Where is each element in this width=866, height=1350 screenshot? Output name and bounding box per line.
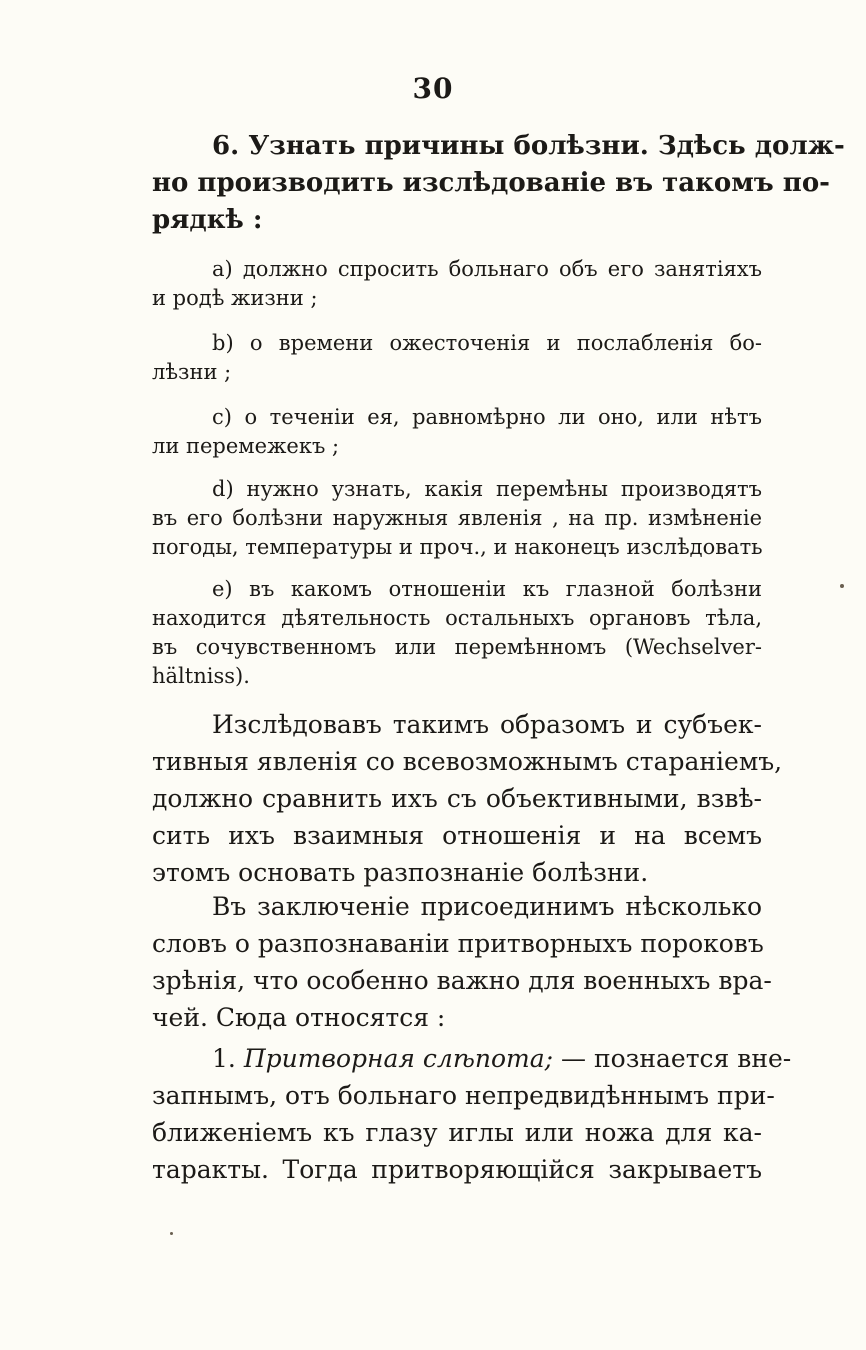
list-item-d	[152, 475, 762, 562]
text-line: ли перемежекъ ;	[152, 434, 340, 458]
text-line	[152, 1040, 792, 1077]
text-line: е) въ какомъ отношеніи къ глазной болѣзни	[212, 577, 762, 601]
list-item-e	[152, 575, 762, 691]
item-number: 1.	[212, 1044, 236, 1073]
text-line: должно сравнить ихъ съ объективными, взвѣ-	[152, 784, 762, 813]
text-line: таракты. Тогда притворяющійся закрываетъ	[152, 1155, 762, 1184]
list-item-c	[152, 403, 762, 461]
text-line: ближеніемъ къ глазу иглы или ножа для ка-	[152, 1118, 762, 1147]
list-item-b	[152, 329, 762, 387]
text-line: словъ о разпознаваніи притворныхъ пороковъ	[152, 929, 764, 958]
text-line: hältniss).	[152, 664, 250, 688]
paragraph-research	[152, 706, 783, 891]
text-line: d) нужно узнать, какія перемѣны производятъ	[212, 477, 762, 501]
paragraph-conclusion	[152, 888, 772, 1036]
italic-term: Притворная слѣпота;	[243, 1044, 554, 1073]
text-line: Изслѣдовавъ такимъ образомъ и субъек-	[212, 710, 762, 739]
text-line: въ его болѣзни наружныя явленія , на пр. измѣненіе	[152, 506, 762, 530]
paragraph-feigned-blindness	[152, 1040, 792, 1188]
text-line: лѣзни ;	[152, 360, 232, 384]
text-line: Въ заключеніе присоединимъ нѣсколько	[212, 892, 762, 921]
text-line: этомъ основать разпознаніе болѣзни.	[152, 858, 649, 887]
text-line: тивныя явленія со всевозможнымъ стараніемъ,	[152, 747, 783, 776]
text-line: рядкѣ :	[152, 205, 263, 235]
text-line: зрѣнія, что особенно важно для военныхъ вра-	[152, 966, 772, 995]
section-6-heading-paragraph	[152, 128, 845, 239]
text-fragment: — познается вне-	[561, 1044, 792, 1073]
text-line: с) о теченіи ея, равномѣрно ли оно, или нѣтъ	[212, 405, 762, 429]
scan-speck	[170, 1232, 173, 1235]
text-line: но производить изслѣдованіе въ такомъ по-	[152, 168, 830, 198]
text-line: b) о времени ожесточенія и послабленія бо-	[212, 331, 762, 355]
scan-speck	[840, 584, 844, 588]
text-line: въ сочувственномъ или перемѣнномъ (Wechselver-	[152, 635, 762, 659]
list-item-a	[152, 255, 762, 313]
text-line: сить ихъ взаимныя отношенія и на всемъ	[152, 821, 762, 850]
text-line: погоды, температуры и проч., и наконецъ изслѣдовать	[152, 535, 763, 559]
text-line: и родѣ жизни ;	[152, 286, 318, 310]
page-number: 30	[412, 72, 454, 105]
text-line: чей. Сюда относятся :	[152, 1003, 446, 1032]
text-line: 6. Узнать причины болѣзни. Здѣсь долж-	[212, 131, 845, 161]
text-line: находится дѣятельность остальныхъ органовъ тѣла,	[152, 606, 762, 630]
text-line: а) должно спросить больнаго объ его занятіяхъ	[212, 257, 762, 281]
text-line: запнымъ, отъ больнаго непредвидѣннымъ при-	[152, 1081, 775, 1110]
